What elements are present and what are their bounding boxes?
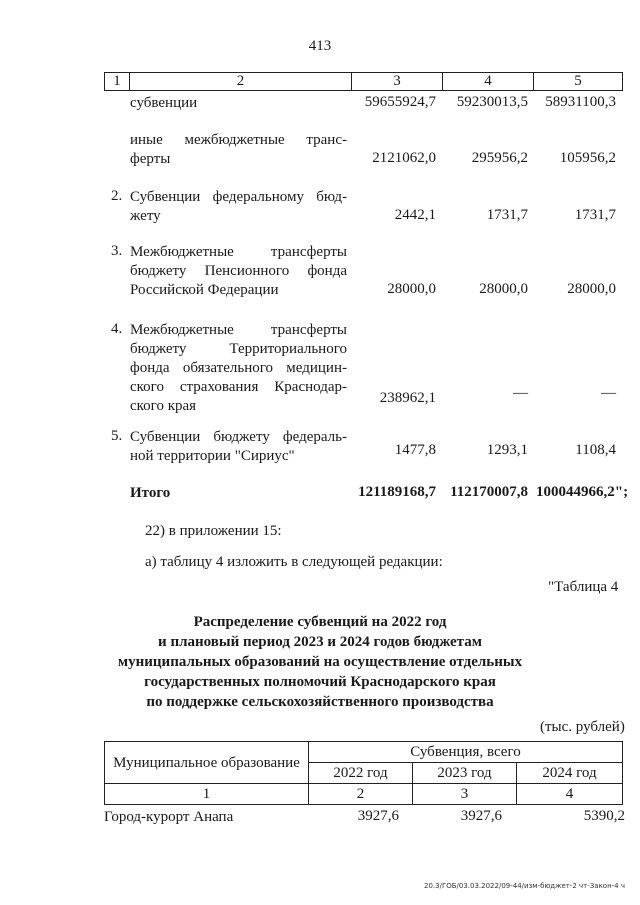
total-2022: 121189168,7 bbox=[358, 484, 436, 500]
total-2024: 100044966,2"; bbox=[536, 484, 629, 500]
value-2023: 59230013,5 bbox=[456, 94, 528, 110]
row-label-line2: ферты bbox=[130, 151, 171, 167]
row-label-line2: жету bbox=[130, 208, 161, 224]
row-number: 3. bbox=[111, 243, 123, 259]
value-2022: 2442,1 bbox=[394, 207, 436, 223]
value-2023: 28000,0 bbox=[479, 281, 528, 297]
value-2022: 3927,6 bbox=[357, 808, 399, 824]
municipality-name: Город-курорт Анапа bbox=[104, 809, 234, 825]
table-4 bbox=[104, 741, 623, 805]
col-number-1: 1 bbox=[105, 784, 309, 805]
paragraph-table-4-new-edition: а) таблицу 4 изложить в следующей редакции: bbox=[145, 554, 443, 570]
col-2: 2 bbox=[130, 73, 352, 91]
row-label-line1: иные межбюджетные транс- bbox=[130, 132, 347, 148]
row-label-line3: фонда обязательного медицин- bbox=[130, 360, 347, 376]
row-number: 2. bbox=[111, 188, 123, 204]
col-4: 4 bbox=[443, 73, 534, 91]
value-2024: 5390,2 bbox=[583, 808, 625, 824]
value-2022: 28000,0 bbox=[387, 281, 436, 297]
col-number-2: 2 bbox=[309, 784, 413, 805]
value-2024: 1108,4 bbox=[575, 442, 616, 458]
row-label-line2: ной территории "Сириус" bbox=[130, 448, 295, 464]
title-line: муниципальных образований на осуществление отдельных bbox=[117, 654, 523, 670]
col-number-3: 3 bbox=[413, 784, 517, 805]
paragraph-appendix-15: 22) в приложении 15: bbox=[145, 523, 282, 539]
footer-code: 20.3/ГОБ/03.03.2022/09-44/изм-бюджет-2 чт-Закон-4 ч bbox=[424, 882, 625, 890]
total-label: Итого bbox=[130, 485, 171, 501]
total-2023: 112170007,8 bbox=[450, 484, 528, 500]
value-2022: 2121062,0 bbox=[372, 150, 436, 166]
col-3: 3 bbox=[352, 73, 443, 91]
header-subvention-total: Субвенция, всего bbox=[309, 742, 623, 763]
col-number-4: 4 bbox=[517, 784, 623, 805]
value-2023: 1731,7 bbox=[486, 207, 528, 223]
value-2024: — bbox=[601, 385, 616, 401]
header-year-2022: 2022 год bbox=[309, 763, 413, 784]
value-2023: 1293,1 bbox=[486, 442, 528, 458]
row-label-line2: бюджету Территориального bbox=[130, 341, 347, 357]
row-number: 4. bbox=[111, 321, 123, 337]
value-2024: 58931100,3 bbox=[545, 94, 616, 110]
value-2023: 295956,2 bbox=[471, 150, 528, 166]
title-line: государственных полномочий Краснодарского края bbox=[144, 674, 496, 690]
value-2023: 3927,6 bbox=[460, 808, 502, 824]
col-5: 5 bbox=[534, 73, 623, 91]
units-label: (тыс. рублей) bbox=[540, 719, 625, 735]
header-year-2024: 2024 год bbox=[517, 763, 623, 784]
row-label-line1: Межбюджетные трансферты bbox=[130, 322, 347, 338]
row-label: субвенции bbox=[130, 95, 198, 111]
row-label-line3: Российской Федерации bbox=[130, 282, 279, 298]
value-2024: 28000,0 bbox=[567, 281, 616, 297]
title-line: по поддержке сельскохозяйственного производства bbox=[146, 694, 494, 710]
col-1: 1 bbox=[105, 73, 130, 91]
table-title bbox=[0, 612, 640, 712]
row-label-line2: бюджету Пенсионного фонда bbox=[130, 263, 347, 279]
title-line: Распределение субвенций на 2022 год bbox=[193, 614, 447, 630]
table-reference: "Таблица 4 bbox=[548, 579, 619, 595]
value-2022: 238962,1 bbox=[379, 390, 436, 406]
page-number: 413 bbox=[308, 38, 332, 54]
header-municipality: Муниципальное образование bbox=[105, 742, 309, 784]
value-2022: 59655924,7 bbox=[364, 94, 436, 110]
row-label-line4: ского страхования Краснодар- bbox=[130, 379, 347, 395]
row-label-line1: Субвенции бюджету федераль- bbox=[130, 429, 347, 445]
value-2024: 105956,2 bbox=[559, 150, 616, 166]
value-2023: — bbox=[513, 385, 528, 401]
value-2024: 1731,7 bbox=[574, 207, 616, 223]
row-label-line5: ского края bbox=[130, 398, 197, 414]
row-number: 5. bbox=[111, 428, 123, 444]
row-label-line1: Межбюджетные трансферты bbox=[130, 244, 347, 260]
row-label-line1: Субвенции федеральному бюд- bbox=[130, 189, 347, 205]
value-2022: 1477,8 bbox=[394, 442, 436, 458]
header-year-2023: 2023 год bbox=[413, 763, 517, 784]
column-number-header bbox=[104, 72, 623, 91]
title-line: и плановый период 2023 и 2024 годов бюджетам bbox=[158, 634, 482, 650]
